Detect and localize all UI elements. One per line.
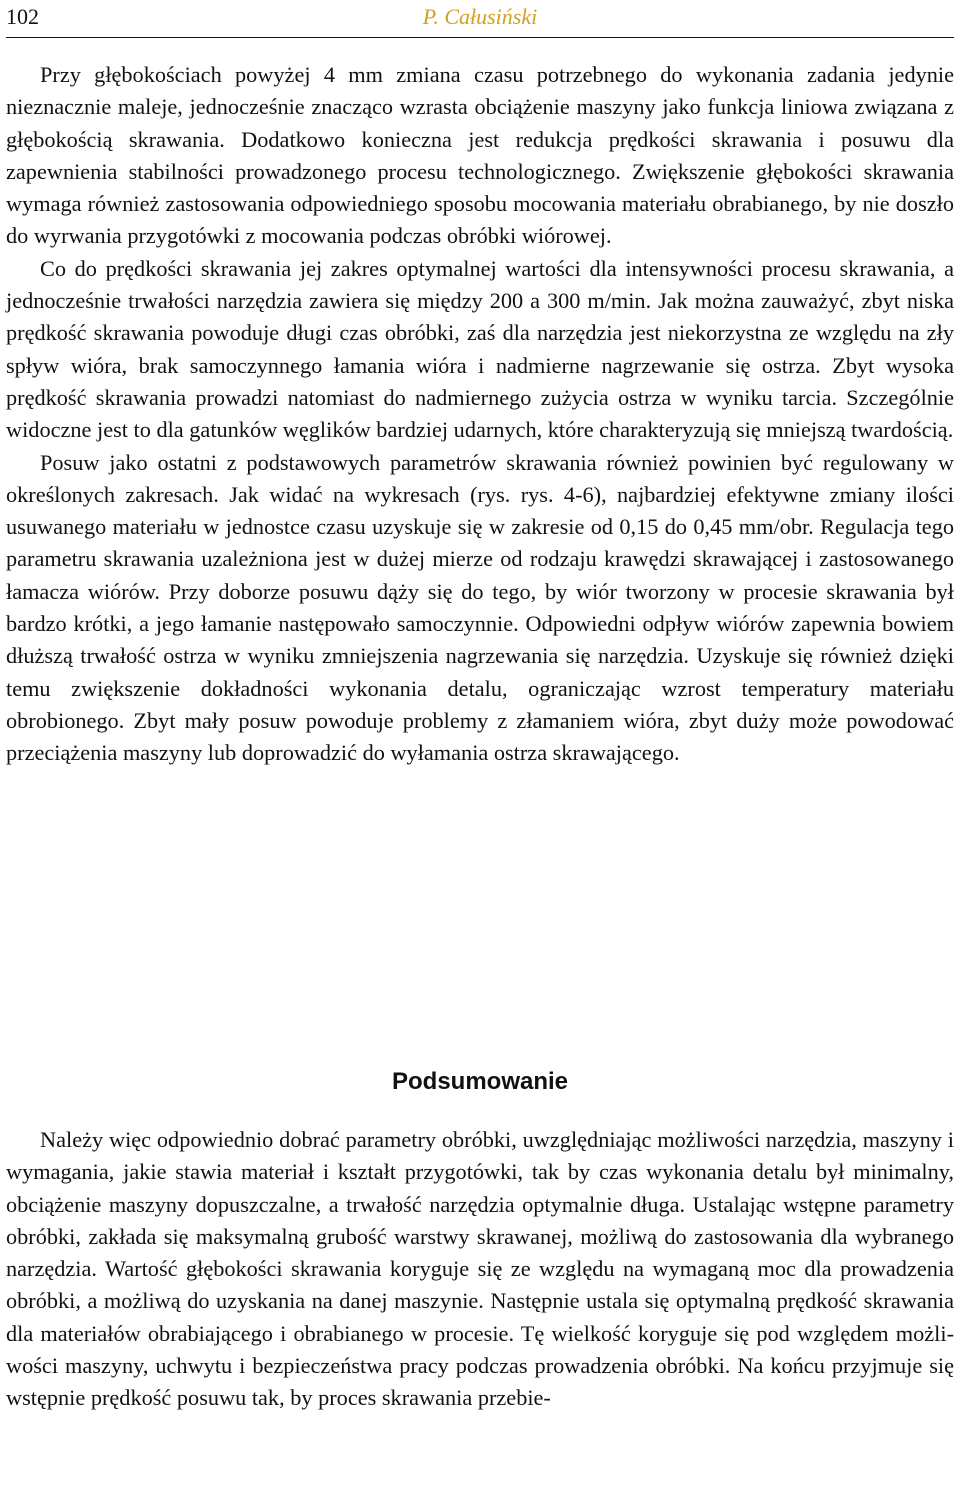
paragraph-summary: Należy więc odpowiednio dobrać parametry obróbki, uwzględniając możliwości narzędzia, maszyny i wymagania, jakie stawia materiał i kształt przygotówki, tak by czas wykonania detalu był minimalny, obciążenie maszyny dopuszczalne, a trwałość narzędzia optymalnie długa. Ustalając wstępne parametry obróbki, zakłada się maksymalną grubość warstwy skrawanej, możliwą do zastosowania dla wybranego narzędzia. Wartość głębokości skrawania koryguje się ze względu na wymaganą moc dla prowadzenia obróbki, a możliwą do uzyskania na danej maszynie. Następnie ustala się optymalną prędkość skrawania dla materiałów obrabiającego i obrabianego w procesie. Tę wielkość koryguje się pod względem możliwości maszyny, uchwytu i bezpieczeństwa pracy podczas prowadzenia obróbki. Na końcu przyjmuje się wstępnie prędkość posuwu tak, by proces skrawania przebie- (6, 1127, 954, 1411)
page-number: 102 (6, 4, 39, 29)
paragraph-depth: Przy głębokościach powyżej 4 mm zmiana czasu potrzebnego do wykonania zadania jedynie nieznacznie maleje, jednocześnie znacząco wzrasta obciążenie maszyny jako funkcja liniowa związana z głębokością skrawania. Dodatkowo konieczna jest redukcja prędkości skrawania i posuwu dla zapewnienia stabilności prowadzonego procesu technologicznego. Zwiększenie głębokości skrawania wymaga również zastosowania odpowiedniego sposobu mocowania materiału obrabianego, by nie doszło do wyrwania przygotówki z mocowania podczas obróbki wiórowej. (6, 62, 954, 249)
main-body-text (6, 59, 954, 770)
page-header (6, 0, 954, 38)
paragraph-feed: Posuw jako ostatni z podstawowych parametrów skrawania również powinien być regulowany w określonych zakresach. Jak widać na wykresach (rys. rys. 4-6), najbardziej efektywne zmiany ilości usuwanego materiału w jednostce czasu uzyskuje się w zakresie od 0,15 do 0,45 mm/obr. Regulacja tego parametru skrawania uzależniona jest w dużej mierze od rodzaju krawędzi skrawającej i zastosowanego łamacza wiórów. Przy doborze posuwu dąży się do tego, by wiór tworzony w procesie skrawania był bardzo krótki, a jego łamanie następowało samoczynnie. Odpowiedni odpływ wiórów zapewnia bowiem dłuższą trwałość ostrza w wyniku zmniejszenia nagrzewania się narzędzia. Uzyskuje się również dzięki temu zwiększenie dokładności wykonania detalu, ograniczając wzrost temperatury materiału obrobionego. Zbyt mały posuw powoduje problemy z złamaniem wióra, zbyt duży może powodować przeciążenia maszyny lub doprowadzić do wyłamania ostrza skrawającego. (6, 449, 954, 766)
summary-body-text (6, 1124, 954, 1415)
section-heading-summary: Podsumowanie (391, 1068, 569, 1095)
paragraph-speed: Co do prędkości skrawania jej zakres optymalnej wartości dla intensywności procesu skrawania, a jednocześnie trwałości narzędzia zawiera się między 200 a 300 m/min. Jak można zauważyć, zbyt niska prędkość skrawania powoduje długi czas obróbki, zaś dla narzędzia jest niekorzystna ze względu na zły spływ wióra, brak samoczynnego łamania wióra i nadmierne nagrzewanie się ostrza. Zbyt wysoka prędkość skrawania prowadzi natomiast do nadmiernego zużycia ostrza w wyniku tarcia. Szczególnie widoczne jest to dla gatunków węglików bardziej udarnych, które charakteryzują się mniejszą twardością. (6, 255, 954, 443)
running-head-author: P. Całusiński (422, 4, 538, 29)
